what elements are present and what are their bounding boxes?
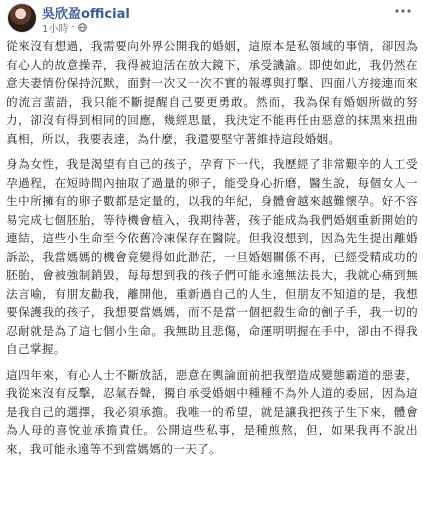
post-meta bbox=[42, 20, 87, 35]
more-options-icon[interactable] bbox=[393, 4, 413, 18]
author-avatar[interactable] bbox=[7, 3, 37, 33]
globe-icon bbox=[78, 23, 87, 32]
post-body bbox=[6, 37, 418, 465]
post-paragraph-2: 身為女性，我是渴望有自己的孩子，孕育下一代，我歷經了非常艱辛的人工受孕過程，在短時間內抽取了過量的卵子，能受身心折磨，醫生說，每個女人一生中所擁有的卵子數都是定量的，以我的年紀，身體會越來越難懷孕。好不容易完成七個胚胎，等待機會植入，我期待著，孩子能成為我們婚姻重新開始的連結，這些小生命至今依舊冷凍保存在醫院。但我沒想到，因為先生提出離婚訴訟，我當媽媽的機會竟變得如此渺茫，一旦婚姻關係不再，已經受精成功的胚胎，會被強制銷毀，每每想到我的孩子們可能永遠無法長大，我就心痛到無法言喻，有朋友勸我，離開他，重新過自己的人生，但朋友不知道的是，我想要保護我的孩子，我想要當媽媽，而不是當一個把殺生命的劊子手，我一切的忍耐就是為了這七個小生命。我無助且悲傷，命運明明握在手中，卻由不得我自己掌握。 bbox=[6, 157, 418, 356]
author-name[interactable]: 吳欣盈official bbox=[42, 7, 130, 22]
post-paragraph-3: 這四年來，有心人士不斷放話，惡意在輿論面前把我塑造成變態霸道的惡妻，我從來沒有反擊，忍氣吞聲，獨自承受婚姻中種種不為外人道的委屈，因為這是我自己的選擇，我必須承擔。我唯一的希望，就是讓我把孩子生下來，體會為人母的喜悅並承擔責任。公開這些私事，是種煎熬，但，如果我再不說出來，我可能永遠等不到當媽媽的一天了。 bbox=[6, 367, 418, 456]
post-paragraph-1: 從來沒有想過，我需要向外界公開我的婚姻，這原本是私領域的事情，卻因為有心人的故意操弄，我得被迫活在放大鏡下，承受譏諭。即使如此，我仍然在意夫妻情份保持沉默，面對一次又一次不實的報導與打擊、四面八方接連而來的流言蜚語，我只能不斷提醒自己要更勇敢。然而，我為保有婚姻所做的努力，卻沒有得到相同的回應，幾經思量，我決定不能再任由惡意的抹黑來扭曲真相，所以，我要表達，為什麼，我還要堅守著維持這段婚姻。 bbox=[6, 39, 418, 146]
post-time[interactable]: 1小時 bbox=[42, 24, 69, 35]
post-header bbox=[0, 0, 423, 34]
meta-separator: · bbox=[71, 22, 75, 33]
